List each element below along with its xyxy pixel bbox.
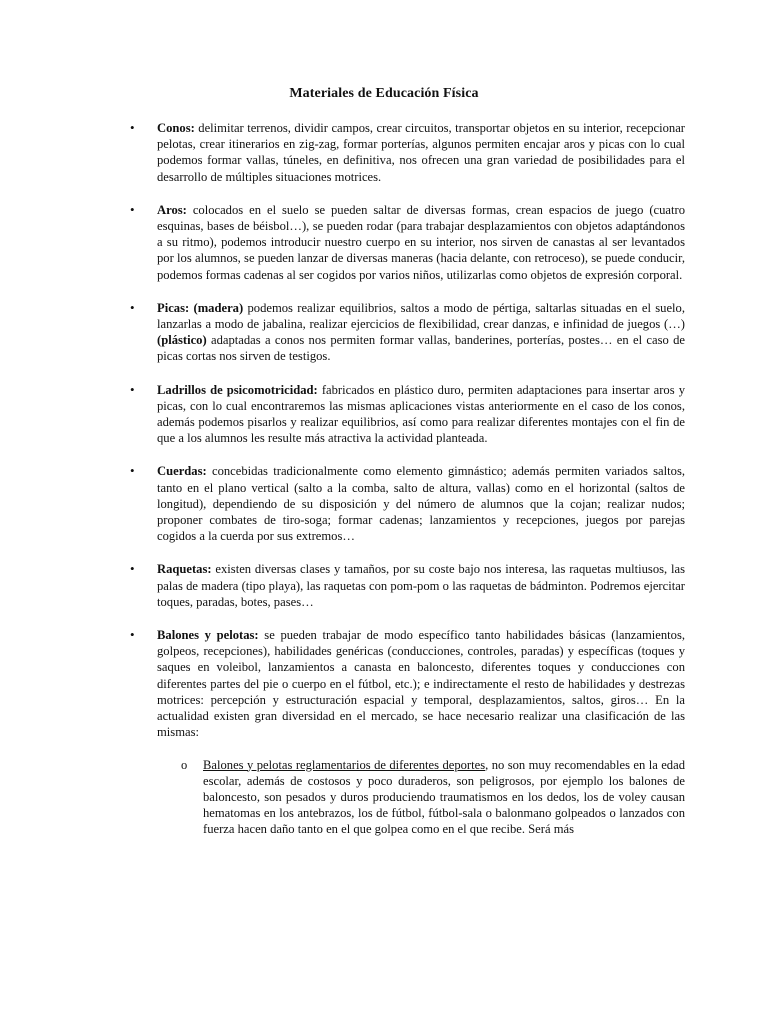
item-text: delimitar terrenos, dividir campos, crear circuitos, transportar objetos en su interior, recepcionar pelotas, crear itinerarios en zig-zag, formar porterías, algunos permiten encajar aros y picas con lo cual podemos formar vallas, túneles, en definitiva, nos ofrecen una gran variedad de posibilidades para el desarrollo de múltiples situaciones motrices. [157, 121, 685, 184]
item-paragraph [157, 561, 685, 610]
sub-item-paragraph [203, 757, 685, 838]
item-text: existen diversas clases y tamaños, por su coste bajo nos interesa, las raquetas multiusos, las palas de madera (tipo playa), las raquetas con pom-pom o las raquetas de bádminton. Podremos ejercitar toques, paradas, botes, pases… [157, 562, 685, 609]
list-item-picas [0, 300, 768, 365]
bullet-icon: • [130, 201, 135, 217]
list-item-balones [0, 627, 768, 837]
item-term: Cuerdas: [157, 464, 207, 479]
sub-item-text: , no son muy recomendables en la edad escolar, además de costosos y poco duraderos, son peligrosos, por ejemplo los balones de baloncesto, son pesados y duros produciendo traumatismos en los dedos, los de voley causan hematomas en los antebrazos, los de fútbol, fútbol-sala o balonmano golpeados o lanzados con fuerza hacen daño tanto en el que golpea como en el que recibe. Será más [203, 757, 685, 837]
bullet-icon: • [130, 561, 135, 577]
sub-bullet-icon: o [181, 757, 188, 772]
bullet-icon: • [130, 627, 135, 643]
item-paragraph [157, 382, 685, 447]
list-item-ladrillos [0, 382, 768, 447]
item-term-plastico: (plástico) [157, 333, 207, 348]
item-paragraph [157, 120, 685, 185]
item-term-madera: (madera) [189, 300, 244, 315]
item-term: Conos: [157, 121, 195, 135]
item-paragraph [157, 202, 685, 283]
item-term: Raquetas: [157, 562, 212, 577]
item-paragraph [157, 300, 685, 365]
list-item-aros [0, 202, 768, 283]
item-term: Aros: [157, 202, 187, 217]
list-item-conos [0, 120, 768, 185]
sub-item-heading: Balones y pelotas reglamentarios de diferentes deportes [203, 757, 486, 772]
bullet-icon: • [130, 381, 135, 397]
item-term: Ladrillos de psicomotricidad: [157, 382, 318, 397]
item-text-2: adaptadas a conos nos permiten formar vallas, banderines, porterías, postes… en el caso de picas cortas nos sirven de testigos. [157, 333, 685, 364]
item-paragraph [157, 463, 685, 544]
item-paragraph [157, 627, 685, 740]
bullet-icon: • [130, 299, 135, 315]
item-text: se pueden trabajar de modo específico tanto habilidades básicas (lanzamientos, golpeos, recepciones), habilidades genéricas (conducciones, controles, paradas) y específicas (toques y saques en voleibol, lanzamientos a canasta en baloncesto, diferentes toques y conducciones con diferentes partes del pie o cuerpo en el fútbol, etc.); e indirectamente el resto de habilidades y destrezas motrices: percepción y estructuración espacial y temporal, desplazamientos, saltos, giros… En la actualidad existen gran diversidad en el mercado, se hace necesario realizar una clasificación de las mismas: [157, 628, 685, 740]
item-text: colocados en el suelo se pueden saltar de diversas formas, crean espacios de juego (cuatro esquinas, bases de béisbol…), se pueden rodar (para trabajar desplazamientos con objetos adaptándonos a su ritmo), podemos introducir nuestro cuerpo en su interior, nos sirven de canastas al ser levantados por los alumnos, se pueden lanzar de diversas maneras (hacia delante, con retroceso), se puede conducir, podemos formas cadenas al ser cogidos por varios niños, utilizarlas como objetos de expresión corporal. [157, 202, 685, 282]
item-text: fabricados en plástico duro, permiten adaptaciones para insertar aros y picas, con lo cual encontraremos las mismas aplicaciones vistas anteriormente en el caso de los conos, además podemos pisarlos y realizar equilibrios, así como para realizar diferentes montajes con el fin de que a los alumnos les resulte más atractiva la actividad planteada. [157, 382, 685, 446]
item-text: concebidas tradicionalmente como elemento gimnástico; además permiten variados saltos, tanto en el plano vertical (salto a la comba, salto de altura, vallas) como en el horizontal (saltos de longitud), dependiendo de su disposición y del número de alumnos que la cojan; realizar nudos; proponer combates de tiro-soga; formar cadenas; lanzamientos y recepciones, juegos por parejas cogidos a la cuerda por sus extremos… [157, 464, 685, 544]
bullet-icon: • [130, 120, 135, 135]
item-term: Picas: [157, 300, 190, 315]
sub-list-item-reglamentarios [0, 757, 768, 838]
list-item-cuerdas [0, 463, 768, 544]
item-term: Balones y pelotas: [157, 628, 259, 643]
materials-list [0, 120, 768, 855]
bullet-icon: • [130, 463, 135, 479]
document-title: Materiales de Educación Física [289, 86, 479, 101]
item-text: podemos realizar equilibrios, saltos a modo de pértiga, saltarlas situadas en el suelo, lanzarlas a modo de jabalina, realizar ejercicios de flexibilidad, crear danzas, e infinidad de juegos (…) [157, 300, 686, 332]
list-item-raquetas [0, 561, 768, 610]
